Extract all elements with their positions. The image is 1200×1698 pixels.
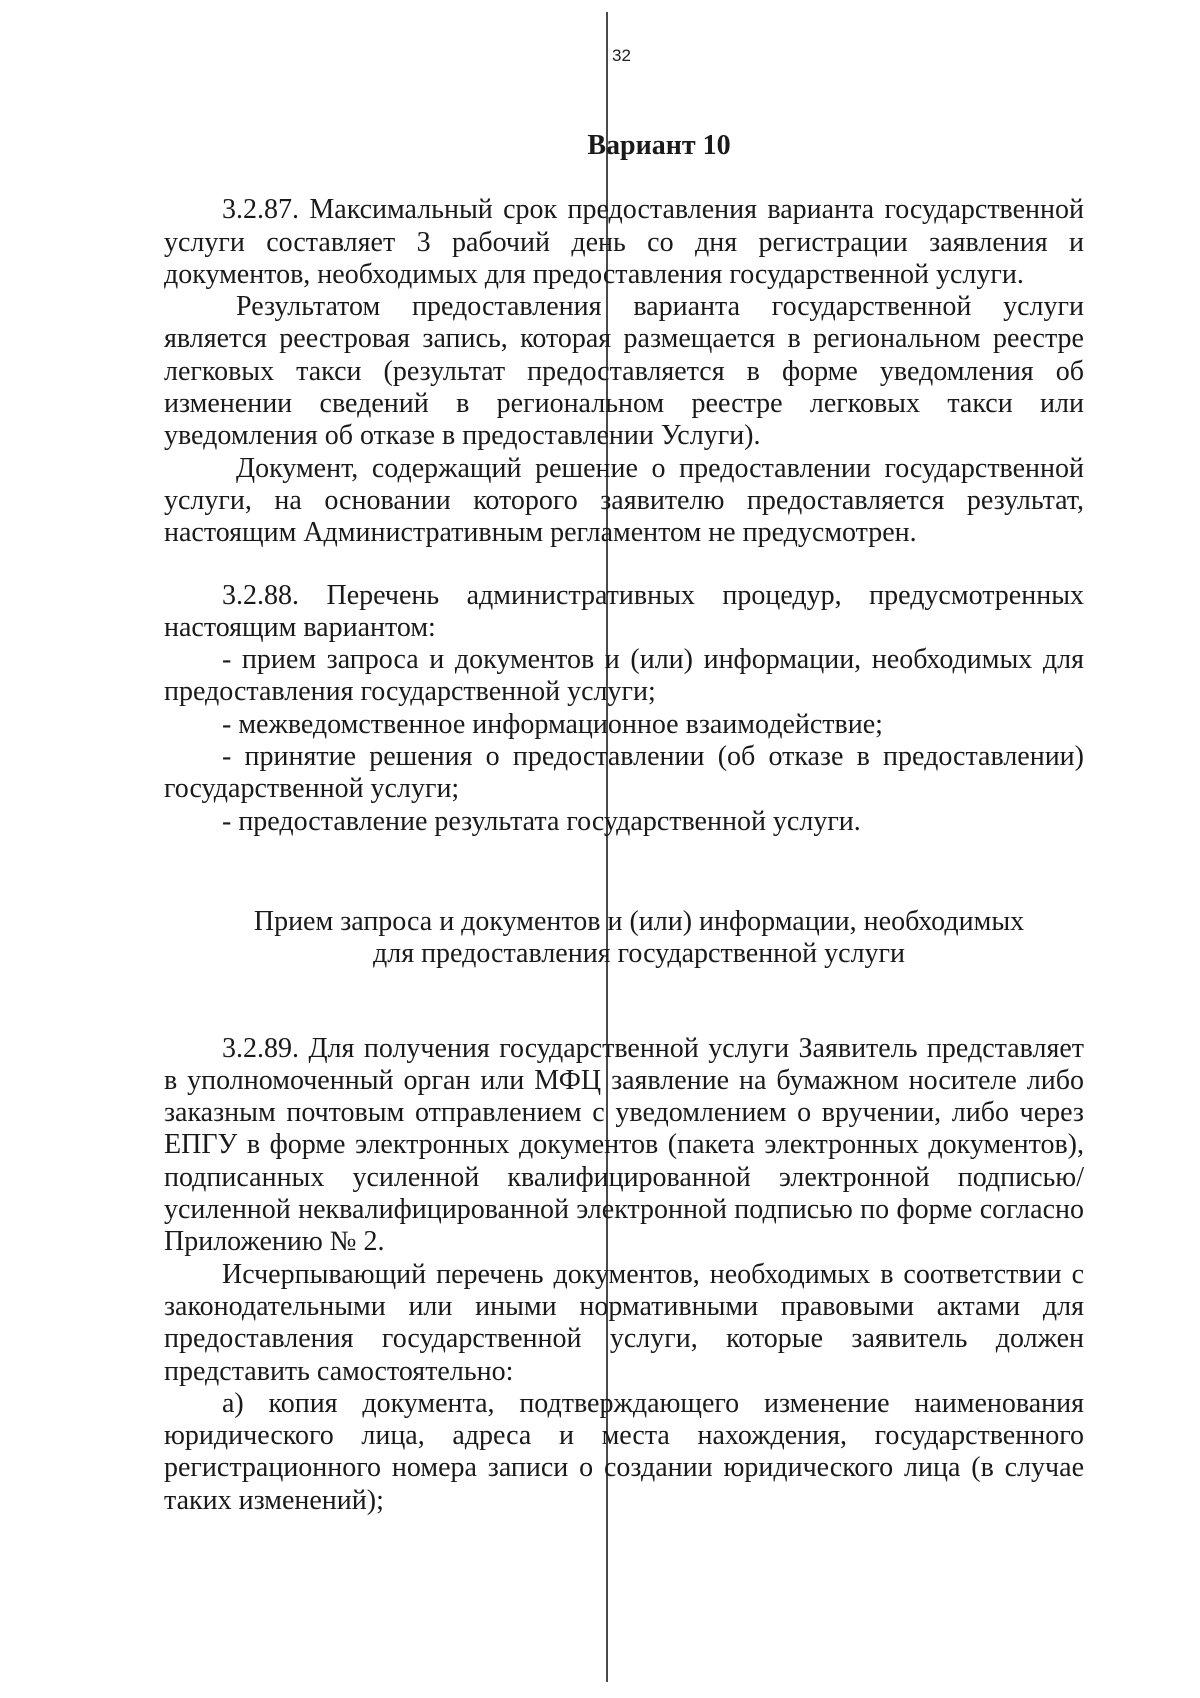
paragraph-decision-document: Документ, содержащий решение о предоставлении государственной услуги, на основании которого заявителю предоставляется результат, настоящим Административным регламентом не предусмотрен. — [164, 452, 1084, 549]
paragraph-3-2-88: 3.2.88. Перечень административных процедур, предусмотренных настоящим вариантом: — [164, 579, 1084, 643]
paragraph-item-a: а) копия документа, подтверждающего изменение наименования юридического лица, адреса и места нахождения, государственного регистрационного номера записи о создании юридического лица (в случае таких изменений); — [164, 1387, 1084, 1516]
document-body — [164, 130, 1084, 1517]
list-item: - принятие решения о предоставлении (об отказе в предоставлении) государственной услуги; — [164, 741, 1084, 805]
variant-heading: Вариант 10 — [587, 130, 731, 161]
list-item: - межведомственное информационное взаимодействие; — [222, 708, 883, 740]
list-item: - прием запроса и документов и (или) информации, необходимых для предоставления государственной услуги; — [164, 644, 1084, 708]
list-item: - предоставление результата государственной услуги. — [222, 805, 861, 837]
paragraph-result: Результатом предоставления варианта государственной услуги является реестровая запись, которая размещается в региональном реестре легковых такси (результат предоставляется в форме уведомления об изменении сведений в региональном реестре легковых такси или уведомления об отказе в предоставлении Услуги). — [164, 291, 1084, 452]
section-subheading-line-1: Прием запроса и документов и (или) информации, необходимых — [253, 905, 1025, 937]
page-number: 32 — [612, 46, 631, 65]
paragraph-3-2-87: 3.2.87. Максимальный срок предоставления варианта государственной услуги составляет 3 рабочий день со дня регистрации заявления и документов, необходимых для предоставления государственной услуги. — [164, 194, 1084, 290]
paragraph-documents-list: Исчерпывающий перечень документов, необходимых в соответствии с законодательными или иными нормативными правовыми актами для предоставления государственной услуги, которые заявитель должен представить самостоятельно: — [164, 1258, 1084, 1387]
section-subheading-line-2: для предоставления государственной услуги — [372, 938, 906, 970]
paragraph-3-2-89: 3.2.89. Для получения государственной услуги Заявитель представляет в уполномоченный орган или МФЦ заявление на бумажном носителе либо заказным почтовым отправлением с уведомлением о вручении, либо через ЕПГУ в форме электронных документов (пакета электронных документов), подписанных усиленной квалифицированной электронной подписью/усиленной неквалифицированной электронной подписью по форме согласно Приложению № 2. — [164, 1032, 1084, 1258]
